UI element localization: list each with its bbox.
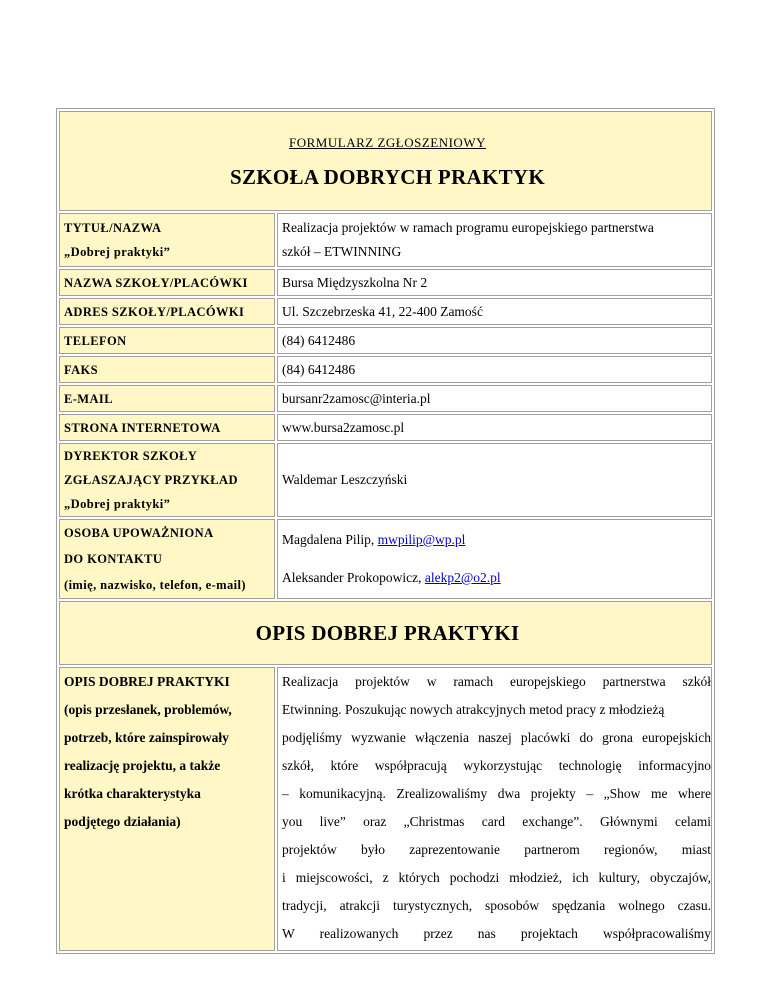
- value-school-name: Bursa Międzyszkolna Nr 2: [277, 269, 712, 296]
- text-line: you live” oraz „Christmas card exchange”. Głównymi celami: [282, 814, 712, 829]
- section-header-row: [59, 601, 712, 665]
- label-director: [59, 443, 275, 517]
- header-cell: [59, 111, 712, 211]
- section-title-cell: [59, 601, 712, 665]
- label-phone: TELEFON: [59, 327, 275, 354]
- text-line: projektów było zaprezentowanie partnerom regionów, miast: [282, 842, 712, 857]
- contact-person-1: [282, 528, 711, 552]
- label-line: podjętego działania): [64, 814, 181, 829]
- label-line: ZGŁASZAJĄCY PRZYKŁAD: [64, 473, 238, 487]
- text-line: Etwinning. Poszukując nowych atrakcyjnych metod pracy z młodzieżą: [282, 702, 665, 717]
- form-label: FORMULARZ ZGŁOSZENIOWY: [289, 135, 486, 150]
- value-title: [277, 213, 712, 267]
- section-title: OPIS DOBREJ PRAKTYKI: [255, 620, 520, 645]
- label-description: [59, 667, 275, 951]
- text-line: W realizowanych przez nas projektach współpracowaliśmy: [282, 926, 712, 941]
- row-fax: [59, 356, 712, 383]
- label-line: (opis przesłanek, problemów,: [64, 702, 232, 717]
- header-row: [59, 111, 712, 211]
- label-line: realizację projektu, a także: [64, 758, 221, 773]
- text-line: podjęliśmy wyzwanie włączenia naszej placówki do grona europejskich: [282, 730, 712, 745]
- label-school-address: ADRES SZKOŁY/PLACÓWKI: [59, 298, 275, 325]
- label-line: „Dobrej praktyki”: [64, 245, 171, 259]
- text-line: – komunikacyjną. Zrealizowaliśmy dwa projekty – „Show me where: [282, 786, 712, 801]
- value-fax: (84) 6412486: [277, 356, 712, 383]
- label-title: [59, 213, 275, 267]
- label-line: OSOBA UPOWAŻNIONA: [64, 526, 214, 540]
- label-school-name: NAZWA SZKOŁY/PLACÓWKI: [59, 269, 275, 296]
- label-website: STRONA INTERNETOWA: [59, 414, 275, 441]
- row-website: [59, 414, 712, 441]
- label-line: DYREKTOR SZKOŁY: [64, 449, 198, 463]
- text-line: i miejscowości, z których pochodzi młodzież, ich kultury, obyczajów,: [282, 870, 712, 885]
- value-email: bursanr2zamosc@interia.pl: [277, 385, 712, 412]
- row-director: [59, 443, 712, 517]
- label-line: (imię, nazwisko, telefon, e-mail): [64, 578, 246, 592]
- contact-person-2: [282, 566, 711, 590]
- row-school-address: [59, 298, 712, 325]
- value-website: www.bursa2zamosc.pl: [277, 414, 712, 441]
- description-text: [277, 667, 712, 951]
- label-line: TYTUŁ/NAZWA: [64, 221, 162, 235]
- value-director: Waldemar Leszczyński: [277, 443, 712, 517]
- text-line: szkół, które współpracują wykorzystując technologię informacyjno: [282, 758, 712, 773]
- label-line: krótka charakterystyka: [64, 786, 201, 801]
- form-table: [56, 108, 715, 954]
- value-school-address: Ul. Szczebrzeska 41, 22-400 Zamość: [277, 298, 712, 325]
- label-email: E-MAIL: [59, 385, 275, 412]
- row-email: [59, 385, 712, 412]
- contact-name: Magdalena Pilip,: [282, 532, 378, 547]
- value-line: szkół – ETWINNING: [282, 244, 402, 259]
- label-line: potrzeb, które zainspirowały: [64, 730, 229, 745]
- contact-name: Aleksander Prokopowicz,: [282, 570, 425, 585]
- value-contact: [277, 519, 712, 599]
- row-phone: [59, 327, 712, 354]
- value-phone: (84) 6412486: [277, 327, 712, 354]
- label-fax: FAKS: [59, 356, 275, 383]
- label-line: „Dobrej praktyki”: [64, 497, 171, 511]
- label-contact: [59, 519, 275, 599]
- row-contact: [59, 519, 712, 599]
- row-school-name: [59, 269, 712, 296]
- row-description: [59, 667, 712, 951]
- email-link[interactable]: alekp2@o2.pl: [424, 570, 501, 585]
- text-line: tradycji, atrakcji turystycznych, sposobów spędzania wolnego czasu.: [282, 898, 712, 913]
- label-line: OPIS DOBREJ PRAKTYKI: [64, 674, 230, 689]
- label-line: DO KONTAKTU: [64, 552, 163, 566]
- page-title: SZKOŁA DOBRYCH PRAKTYK: [229, 165, 546, 189]
- email-link[interactable]: mwpilip@wp.pl: [377, 532, 466, 547]
- application-form: [56, 108, 713, 954]
- row-title: [59, 213, 712, 267]
- value-line: Realizacja projektów w ramach programu europejskiego partnerstwa: [282, 220, 654, 235]
- text-line: Realizacja projektów w ramach europejskiego partnerstwa szkół: [282, 674, 712, 689]
